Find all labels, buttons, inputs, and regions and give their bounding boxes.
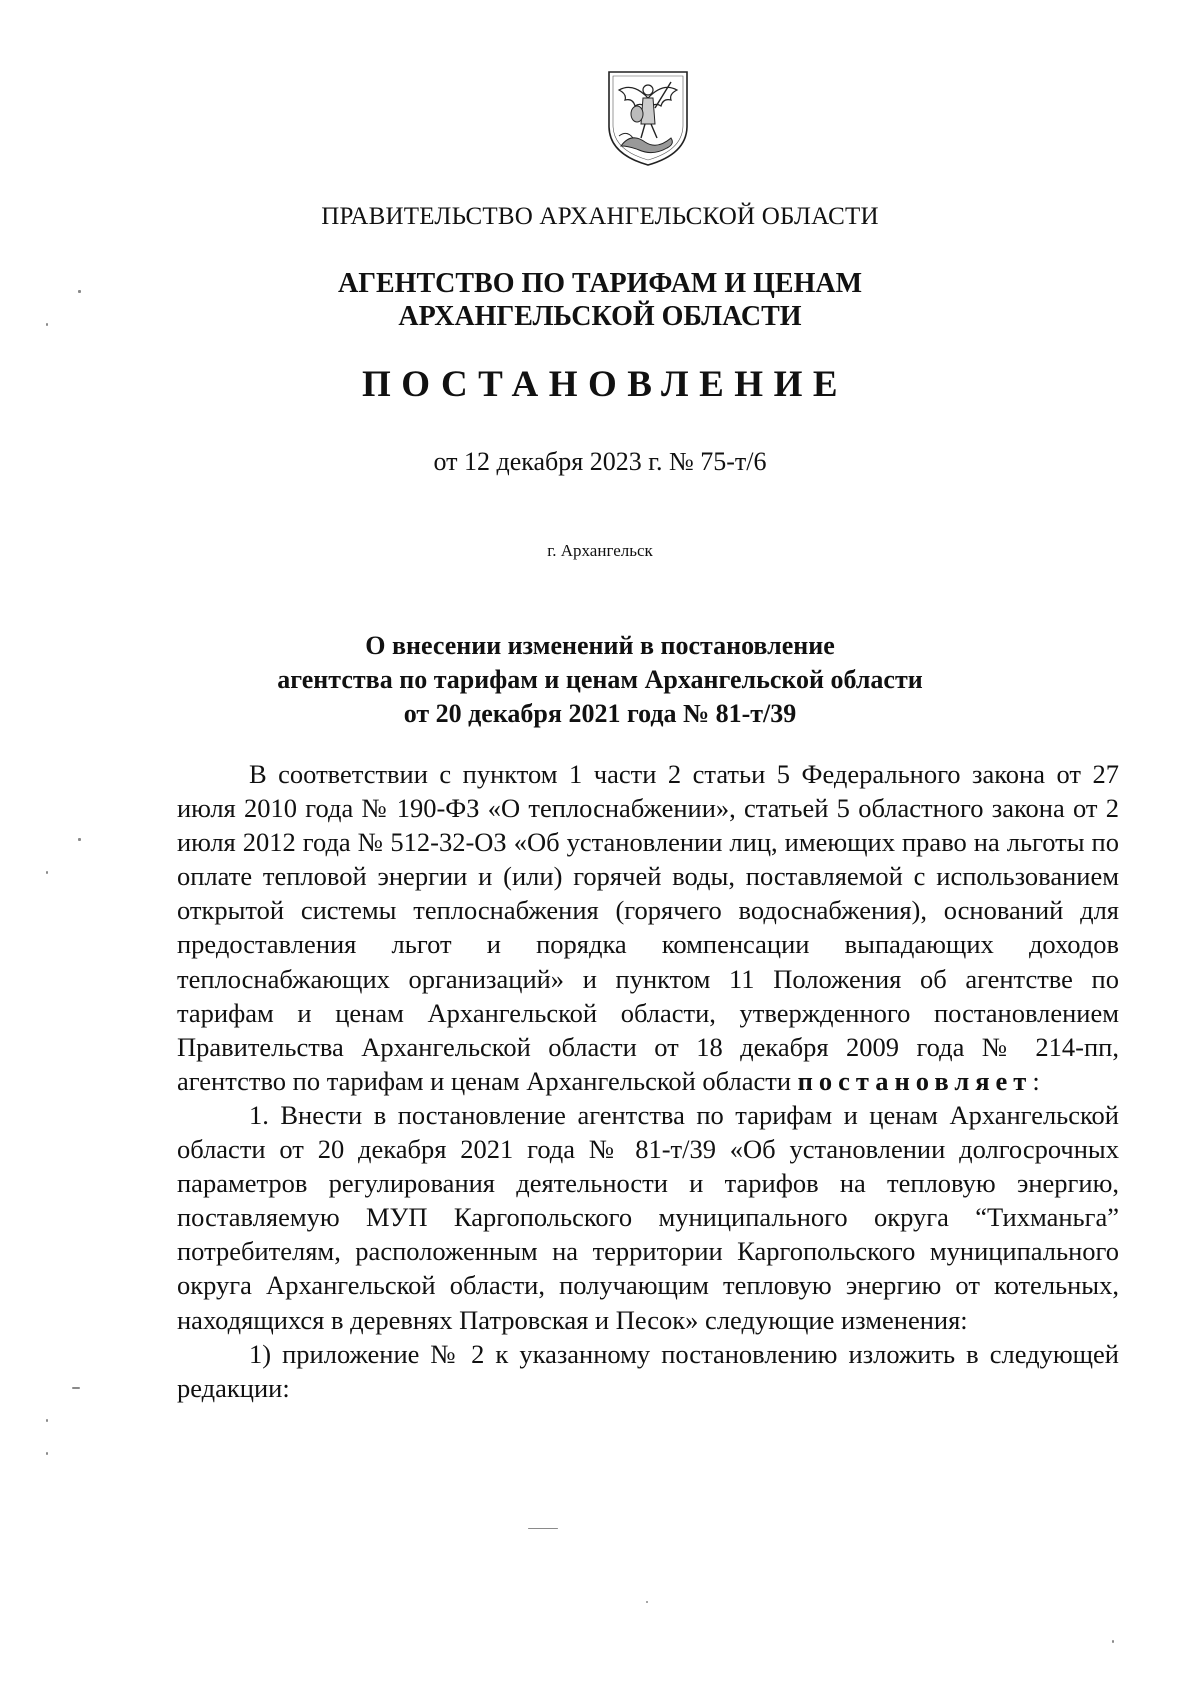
document-type-title: ПОСТАНОВЛЕНИЕ xyxy=(361,364,849,405)
scan-speck xyxy=(46,1419,48,1422)
subitem-1-paragraph: 1) приложение № 2 к указанному постановлению изложить в следующей редакции: xyxy=(177,1338,1119,1403)
scan-speck xyxy=(1112,1640,1114,1643)
document-subject xyxy=(0,629,1200,731)
subject-line-2: агентства по тарифам и ценам Архангельской области xyxy=(277,665,923,694)
subject-line-3: от 20 декабря 2021 года № 81-т/39 xyxy=(403,699,797,728)
subject-line-1: О внесении изменений в постановление xyxy=(365,631,835,660)
document-city: г. Архангельск xyxy=(547,541,653,560)
agency-name-line-2: АРХАНГЕЛЬСКОЙ ОБЛАСТИ xyxy=(398,301,802,332)
scan-speck xyxy=(46,871,48,874)
government-name: ПРАВИТЕЛЬСТВО АРХАНГЕЛЬСКОЙ ОБЛАСТИ xyxy=(321,203,879,230)
preamble-paragraph xyxy=(177,757,1119,1098)
scan-speck xyxy=(78,290,81,293)
scan-speck xyxy=(46,323,48,326)
scan-speck xyxy=(646,1601,648,1603)
arkhangelsk-coat-of-arms-icon xyxy=(605,68,691,168)
document-body xyxy=(177,757,1119,1405)
agency-name xyxy=(0,267,1200,333)
scan-speck xyxy=(72,1387,80,1389)
agency-name-line-1: АГЕНТСТВО ПО ТАРИФАМ И ЦЕНАМ xyxy=(337,268,863,299)
scan-speck xyxy=(46,1452,48,1455)
decree-word: постановляет xyxy=(797,1065,1033,1096)
scan-speck xyxy=(78,838,81,841)
item-1-paragraph: 1. Внести в постановление агентства по тарифам и ценам Архангельской области от 20 декабря 2021 года № 81-т/39 «Об установлении долгосрочных параметров регулирования деятельности и тарифов на тепловую энергию, поставляемую МУП Каргопольского муниципального округа “Тихманьга” потребителям, расположенным на территории Каргопольского муниципального округа Архангельской области, получающим тепловую энергию от котельных, находящихся в деревнях Патровская и Песок» следующие изменения: xyxy=(177,1099,1119,1335)
document-date-number: от 12 декабря 2023 г. № 75-т/6 xyxy=(433,447,767,476)
preamble-text: В соответствии с пунктом 1 части 2 статьи 5 Федерального закона от 27 июля 2010 года № 190-ФЗ «О теплоснабжении», статьей 5 областного закона от 2 июля 2012 года № 512-32-ОЗ «Об установлении лиц, имеющих право на льготы по оплате тепловой энергии и (или) горячей воды, поставляемой с использованием открытой системы теплоснабжения (горячего водоснабжения), оснований для предоставления льгот и порядка компенсации выпадающих доходов теплоснабжающих организаций» и пунктом 11 Положения об агентстве по тарифам и ценам Архангельской области, утвержденного постановлением Правительства Архангельской области от 18 декабря 2009 года № 214-пп, агентство по тарифам и ценам Архангельской области xyxy=(177,759,1119,1096)
decree-colon: : xyxy=(1032,1065,1040,1096)
scan-speck xyxy=(528,1528,558,1529)
